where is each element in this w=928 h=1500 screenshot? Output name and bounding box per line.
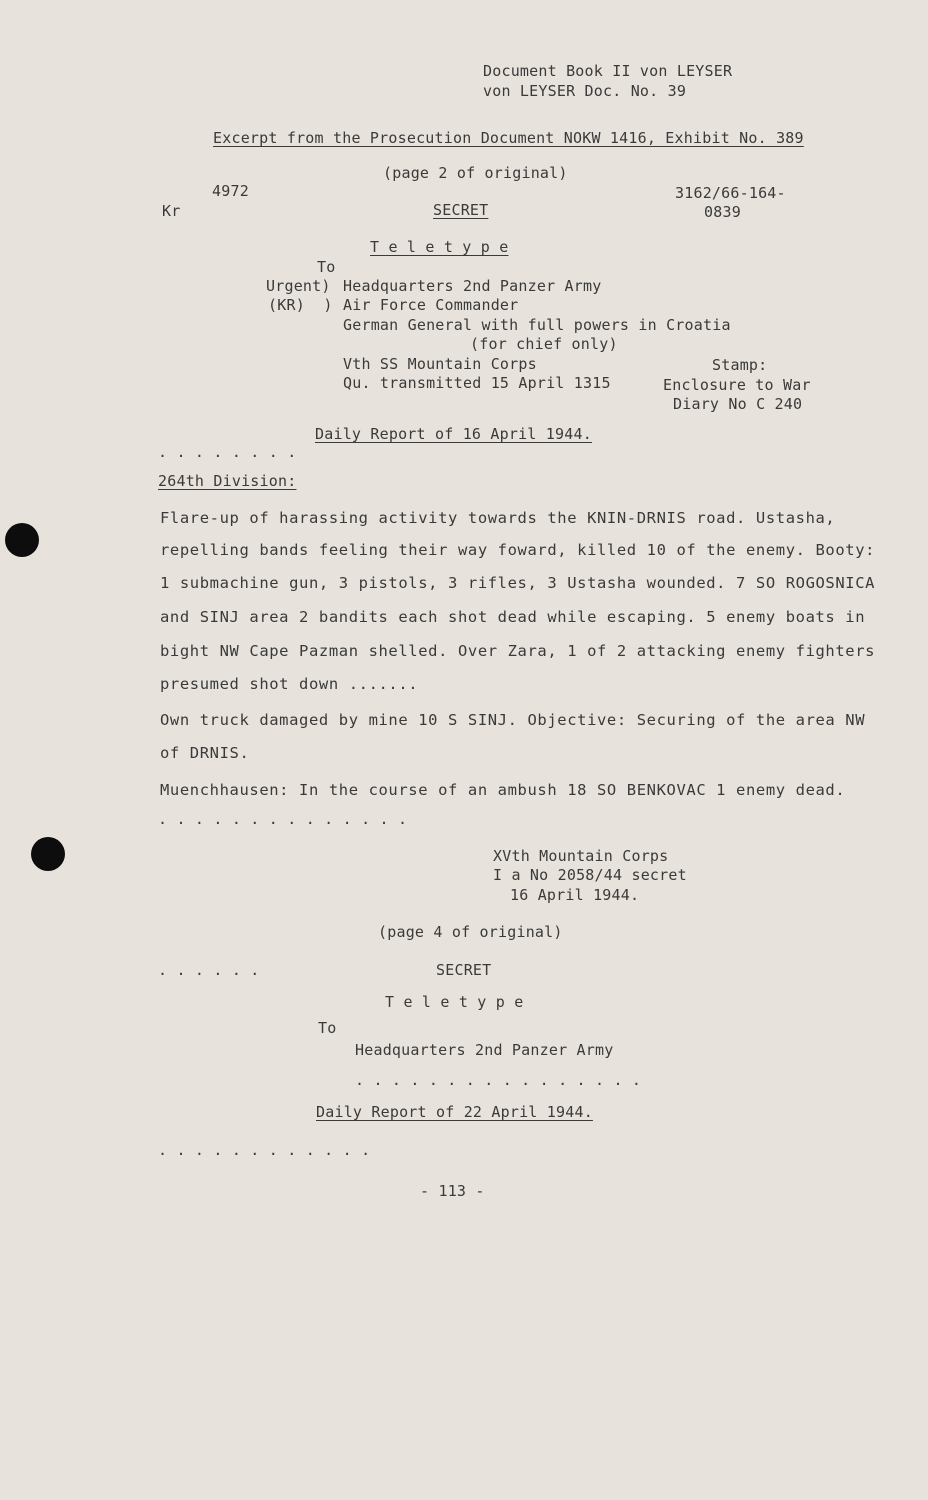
addressee: Headquarters 2nd Panzer Army — [343, 277, 602, 295]
transmission-line: Qu. transmitted 15 April 1315 — [343, 374, 611, 392]
report-line: repelling bands feeling their way foward, killed 10 of the enemy. Booty: — [160, 541, 876, 559]
signature-reference: I a No 2058/44 secret — [493, 866, 687, 884]
doc-number-line: von LEYSER Doc. No. 39 — [483, 82, 687, 100]
teletype-heading: T e l e t y p e — [370, 238, 509, 256]
report-line: of DRNIS. — [160, 744, 250, 762]
addressee: German General with full powers in Croatia — [343, 316, 731, 334]
reference-initials: Kr — [162, 202, 181, 220]
addressee: Air Force Commander — [343, 296, 519, 314]
stamp-text: Enclosure to War — [663, 376, 811, 394]
punch-hole — [31, 837, 65, 871]
punch-hole — [5, 523, 39, 557]
page-note: (page 4 of original) — [378, 923, 563, 941]
stamp-text: Diary No C 240 — [673, 395, 803, 413]
reference-number: 4972 — [212, 182, 249, 200]
classification-secret: SECRET — [436, 961, 492, 979]
doc-book-line: Document Book II von LEYSER — [483, 62, 733, 80]
page-note: (page 2 of original) — [383, 164, 568, 182]
page-number: - 113 - — [420, 1182, 485, 1200]
signature-unit: XVth Mountain Corps — [493, 847, 669, 865]
classification-secret: SECRET — [433, 201, 489, 219]
report-line: 1 submachine gun, 3 pistols, 3 rifles, 3 Ustasha wounded. 7 SO ROGOSNICA — [160, 574, 876, 592]
report-title: Daily Report of 16 April 1944. — [315, 425, 592, 443]
ellipsis-dots: . . . . . . — [158, 961, 260, 979]
report-line: Own truck damaged by mine 10 S SINJ. Objective: Securing of the area NW — [160, 711, 866, 729]
report-line: Muenchhausen: In the course of an ambush 18 SO BENKOVAC 1 enemy dead. — [160, 781, 846, 799]
ellipsis-dots: . . . . . . . . . . . . . . — [158, 810, 408, 828]
division-heading: 264th Division: — [158, 472, 297, 490]
report-title: Daily Report of 22 April 1944. — [316, 1103, 593, 1121]
file-reference-suffix: 0839 — [704, 203, 741, 221]
addressee: Headquarters 2nd Panzer Army — [355, 1041, 614, 1059]
excerpt-line: Excerpt from the Prosecution Document NOKW 1416, Exhibit No. 389 — [213, 129, 804, 147]
to-label: To — [317, 258, 336, 276]
ellipsis-dots: . . . . . . . . — [158, 443, 297, 461]
report-line: bight NW Cape Pazman shelled. Over Zara, 1 of 2 attacking enemy fighters — [160, 642, 876, 660]
stamp-label: Stamp: — [712, 356, 768, 374]
addressee: Vth SS Mountain Corps — [343, 355, 537, 373]
signature-date: 16 April 1944. — [510, 886, 640, 904]
kr-label: (KR) ) — [268, 296, 333, 314]
report-line: presumed shot down ....... — [160, 675, 419, 693]
addressee-note: (for chief only) — [470, 335, 618, 353]
report-line: Flare-up of harassing activity towards the KNIN-DRNIS road. Ustasha, — [160, 509, 836, 527]
ellipsis-dots: . . . . . . . . . . . . . . . . — [355, 1071, 642, 1089]
file-reference: 3162/66-164- — [675, 184, 786, 202]
to-label: To — [318, 1019, 337, 1037]
teletype-heading: T e l e t y p e — [385, 993, 524, 1011]
ellipsis-dots: . . . . . . . . . . . . — [158, 1141, 371, 1159]
urgent-label: Urgent) — [266, 277, 331, 295]
report-line: and SINJ area 2 bandits each shot dead while escaping. 5 enemy boats in — [160, 608, 866, 626]
